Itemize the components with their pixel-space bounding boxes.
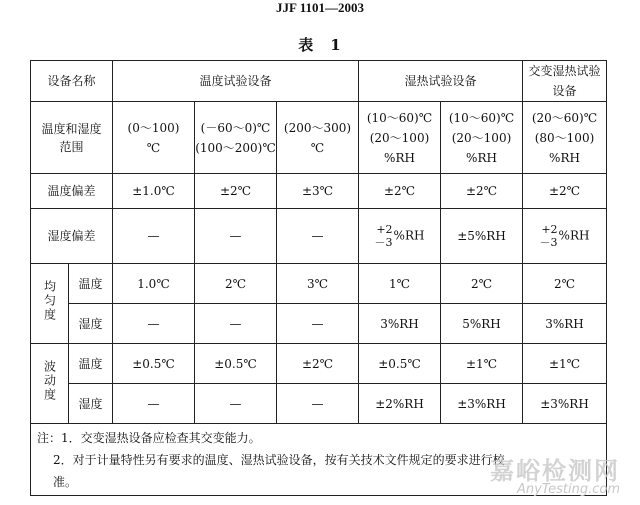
range-row: [31, 102, 607, 174]
humidity-deviation-value: —: [277, 209, 359, 264]
uniformity-humidity-value: —: [195, 304, 277, 344]
fluctuation-humidity-value: —: [113, 384, 195, 424]
uniformity-temp-value: 2℃: [441, 264, 523, 304]
range-cell: (－60～0)℃ (100～200)℃: [195, 102, 277, 174]
uniformity-humidity-value: —: [113, 304, 195, 344]
humidity-deviation-label: 湿度偏差: [31, 209, 113, 264]
uniformity-temp-row: [31, 264, 607, 304]
temp-deviation-value: ±2℃: [523, 174, 607, 209]
fluctuation-humidity-row: [31, 384, 607, 424]
fluctuation-humidity-value: ±3%RH: [441, 384, 523, 424]
fluctuation-temp-value: ±2℃: [277, 344, 359, 384]
fluctuation-humidity-label: 湿度: [69, 384, 113, 424]
temp-deviation-row: [31, 174, 607, 209]
range-cell: (20～60)℃ (80～100) %RH: [523, 102, 607, 174]
uniformity-humidity-value: 3%RH: [359, 304, 441, 344]
header-equipment-name: 设备名称: [31, 61, 113, 102]
tolerance-fraction: +2 －3: [374, 223, 393, 249]
uniformity-temp-label: 温度: [69, 264, 113, 304]
range-label: 温度和湿度范围: [31, 102, 113, 174]
tolerance-fraction: +2 －3: [539, 223, 558, 249]
document-header: JJF 1101—2003: [276, 0, 364, 15]
fluctuation-temp-value: ±0.5℃: [359, 344, 441, 384]
header-alternating-damp-heat-equipment: 交变湿热试验设备: [523, 61, 607, 102]
watermark-cn: 嘉峪检测网: [490, 457, 620, 485]
temp-deviation-value: ±3℃: [277, 174, 359, 209]
temp-deviation-value: ±1.0℃: [113, 174, 195, 209]
uniformity-humidity-label: 湿度: [69, 304, 113, 344]
fluctuation-label: 波动度: [31, 344, 69, 424]
range-cell: (10～60)℃ (20～100) %RH: [359, 102, 441, 174]
uniformity-temp-value: 3℃: [277, 264, 359, 304]
humidity-deviation-tolerance: +2 －3 %RH: [359, 209, 441, 264]
specification-table: [30, 60, 607, 496]
uniformity-humidity-row: [31, 304, 607, 344]
fluctuation-temp-value: ±0.5℃: [113, 344, 195, 384]
fluctuation-humidity-value: ±3%RH: [523, 384, 607, 424]
humidity-deviation-value: ±5%RH: [441, 209, 523, 264]
uniformity-label: 均匀度: [31, 264, 69, 344]
uniformity-humidity-value: 3%RH: [523, 304, 607, 344]
header-row: [31, 61, 607, 102]
humidity-deviation-value: —: [195, 209, 277, 264]
temp-deviation-value: ±2℃: [359, 174, 441, 209]
uniformity-humidity-value: —: [277, 304, 359, 344]
uniformity-temp-value: 1.0℃: [113, 264, 195, 304]
fluctuation-humidity-value: —: [195, 384, 277, 424]
humidity-deviation-row: [31, 209, 607, 264]
fluctuation-temp-label: 温度: [69, 344, 113, 384]
range-cell: (200～300) ℃: [277, 102, 359, 174]
fluctuation-temp-row: [31, 344, 607, 384]
temp-deviation-value: ±2℃: [195, 174, 277, 209]
header-temp-equipment: 温度试验设备: [113, 61, 359, 102]
header-damp-heat-equipment: 湿热试验设备: [359, 61, 523, 102]
note-2-continuation: 准。: [53, 474, 78, 489]
fluctuation-temp-value: ±1℃: [441, 344, 523, 384]
table-title: 表 1: [298, 36, 342, 54]
fluctuation-humidity-value: —: [277, 384, 359, 424]
watermark-en: AnyTesting.com: [516, 482, 620, 497]
fluctuation-humidity-value: ±2%RH: [359, 384, 441, 424]
uniformity-humidity-value: 5%RH: [441, 304, 523, 344]
uniformity-temp-value: 2℃: [523, 264, 607, 304]
fluctuation-temp-value: ±1℃: [523, 344, 607, 384]
humidity-deviation-tolerance: +2 －3 %RH: [523, 209, 607, 264]
watermark: [490, 451, 620, 497]
temp-deviation-label: 温度偏差: [31, 174, 113, 209]
humidity-deviation-value: —: [113, 209, 195, 264]
uniformity-temp-value: 2℃: [195, 264, 277, 304]
range-cell: (0～100) ℃: [113, 102, 195, 174]
fluctuation-temp-value: ±0.5℃: [195, 344, 277, 384]
temp-deviation-value: ±2℃: [441, 174, 523, 209]
note-1: 注：1．交变湿热设备应检查其交变能力。: [37, 430, 261, 445]
note-2: 2．对于计量特性另有要求的温度、湿热试验设备，按有关技术文件规定的要求进行校: [53, 452, 505, 467]
range-cell: (10～60)℃ (20～100) %RH: [441, 102, 523, 174]
uniformity-temp-value: 1℃: [359, 264, 441, 304]
